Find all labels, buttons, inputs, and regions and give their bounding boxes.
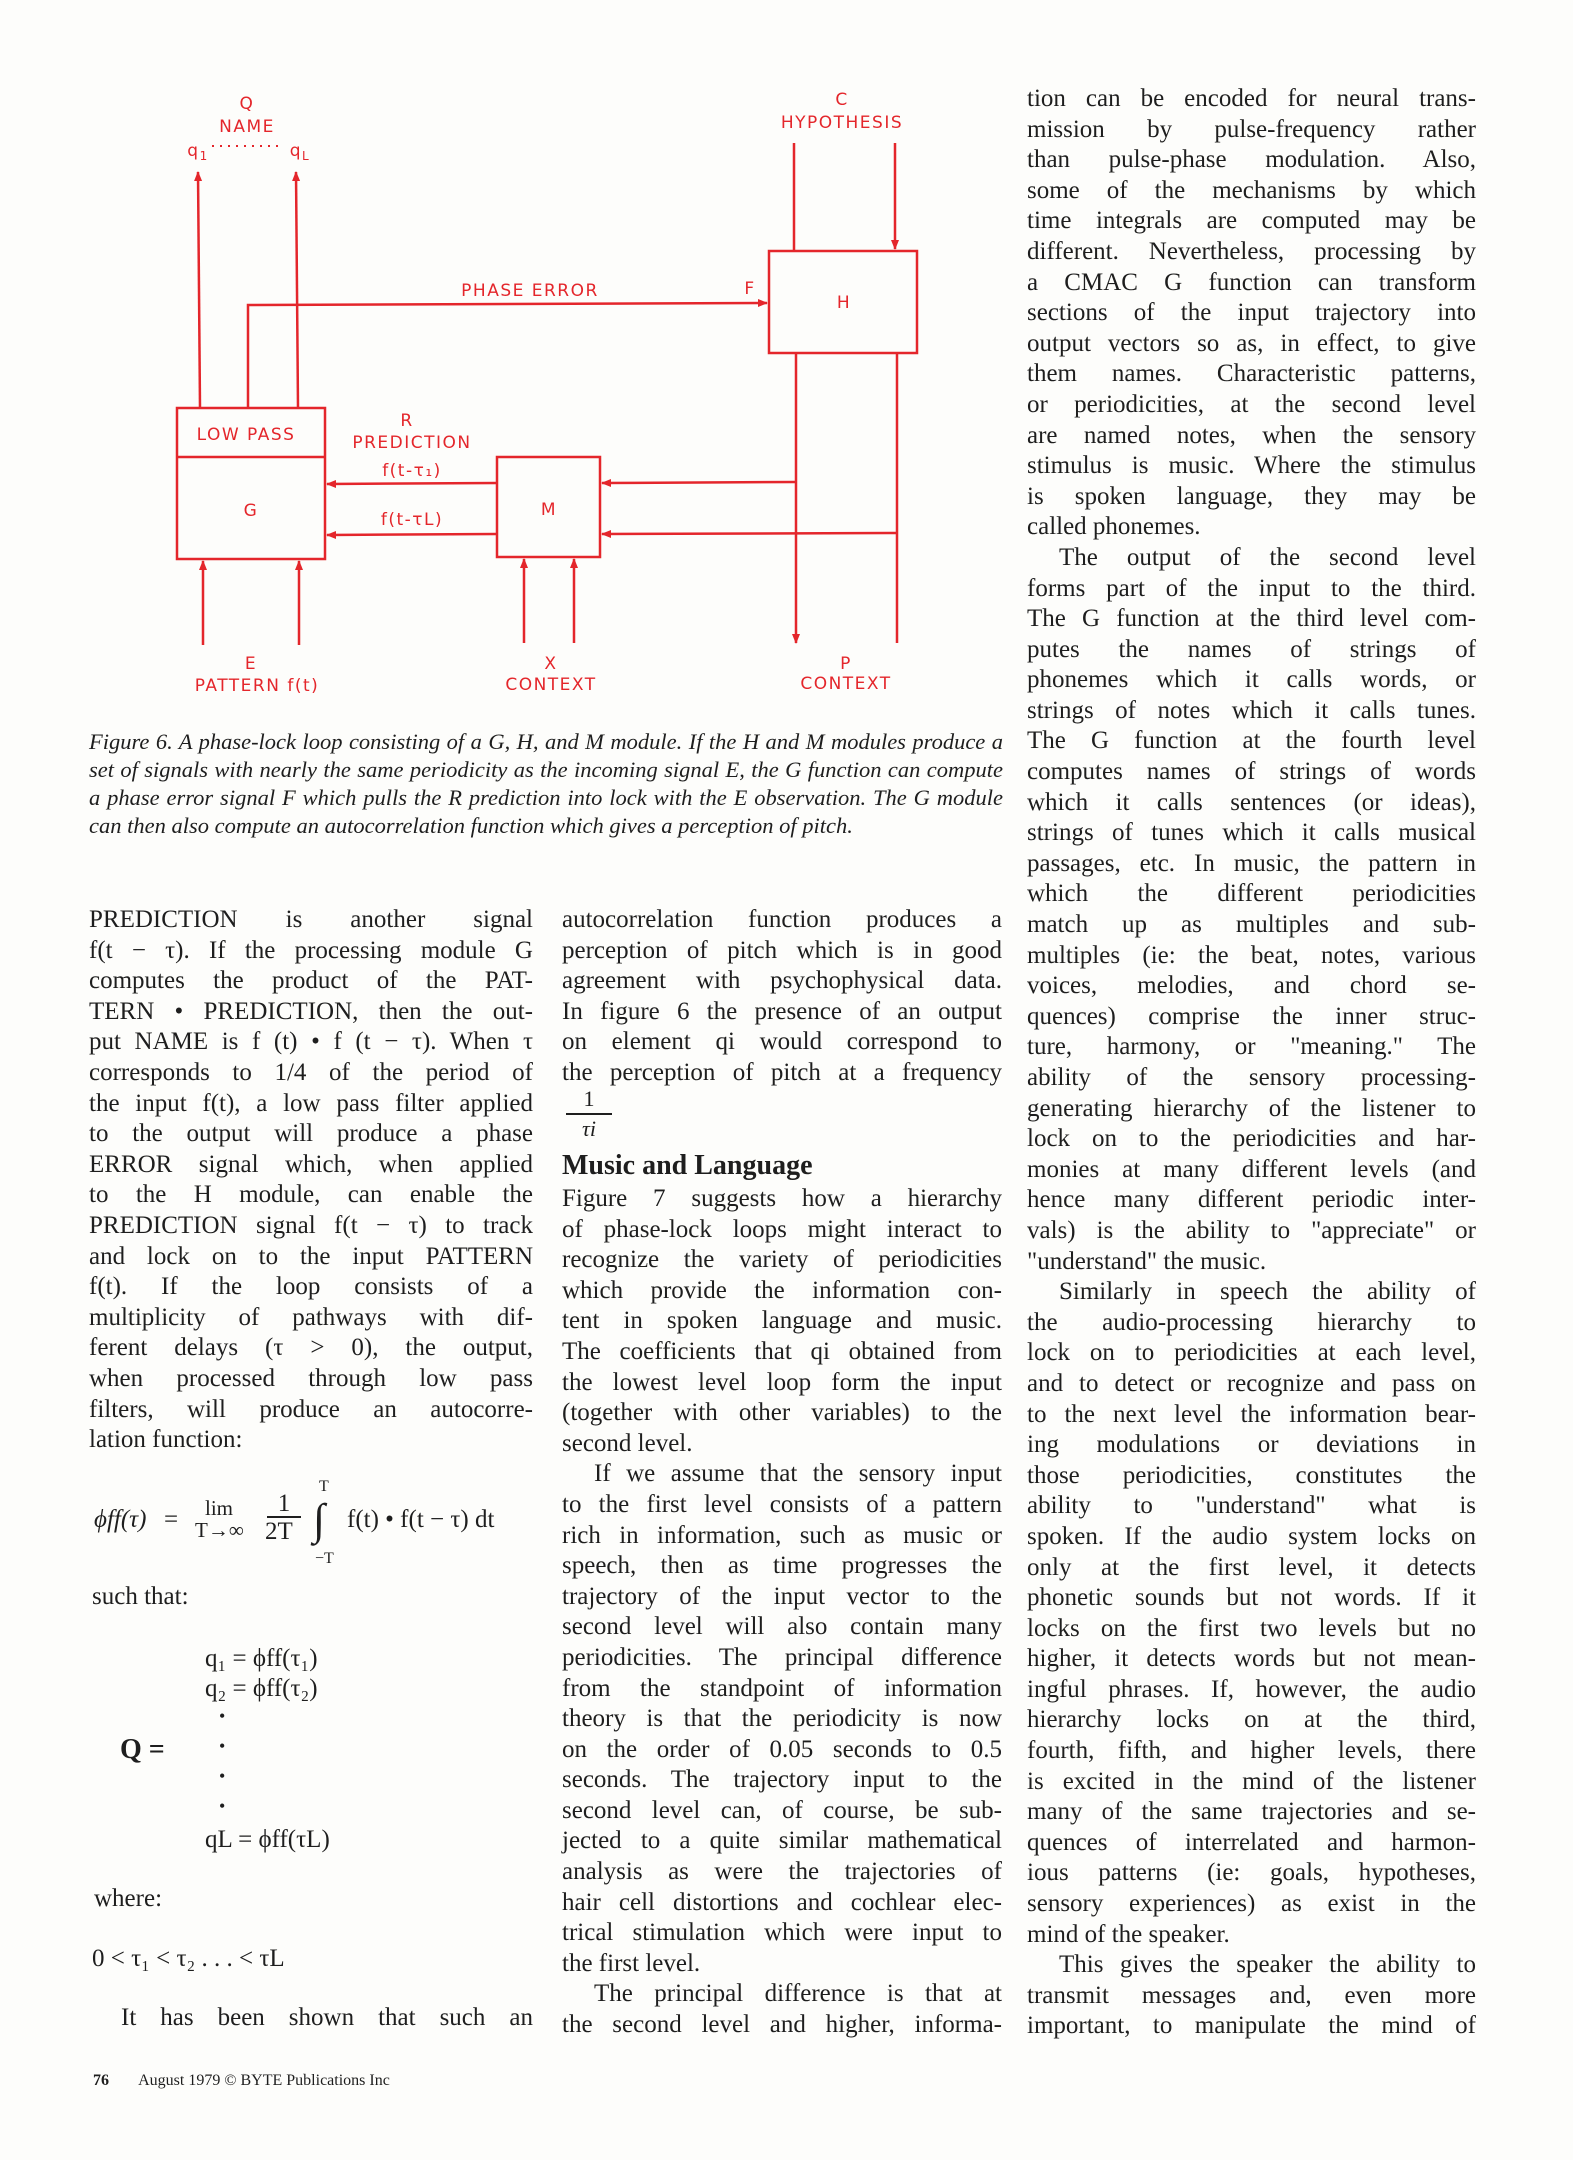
text-line: PREDICTION is another signal [89,906,533,933]
section-heading: Music and Language [562,1150,813,1181]
text-line: f(t − τ). If the processing module G [89,936,533,964]
column-3-text [1027,84,1476,2042]
text-line: spoken. If the audio system locks on [1027,1522,1476,1550]
text-line: lock on to the periodicities and har- [1027,1125,1476,1153]
label-prediction: PREDICTION [352,433,472,453]
text-line: only at the first level, it detects [1027,1553,1476,1581]
q1-output-arrow [198,172,200,408]
text-line: the lowest level loop form the input [562,1368,1002,1396]
tau-inequality: 0 < τ₁ < τ₂ . . . < τL [92,1945,285,1972]
text-line: are named notes, when the sensory [1027,421,1476,449]
ellipsis-dot: • [219,1706,226,1726]
text-line: the perception of pitch at a frequency [562,1058,1002,1086]
eq-frac-num: 1 [267,1492,301,1518]
text-line: In figure 6 the presence of an output [562,997,1002,1025]
figure-caption: Figure 6. A phase-lock loop consisting of a G, H, and M module. If the H and M modules produce a set of signals with nearly the same periodicity as the incoming signal E, the G function can compute a phase error signal F which pulls the R prediction into lock with the E observation. The G module can then also compute an autocorrelation function which gives a perception of pitch. [89,729,1003,838]
text-line: to the first level consists of a pattern [562,1490,1002,1518]
text-line: ious patterns (ie: goals, hypotheses, [1027,1859,1476,1887]
text-line: phonetic sounds but not words. If it [1027,1584,1476,1612]
text-line: time integrals are computed may be [1027,207,1476,235]
label-g: G [243,501,259,521]
text-line: lock on to periodicities at each level, [1027,1339,1476,1367]
eq-integral: ∫ [313,1495,326,1544]
text-line: voices, melodies, and chord se- [1027,972,1476,1000]
text-line: multiplicity of pathways with dif- [89,1303,533,1331]
text-line: some of the mechanisms by which [1027,176,1476,204]
text-line: strings of tunes which it calls musical [1027,819,1476,847]
text-line: monies at many different levels (and [1027,1155,1476,1183]
text-line: autocorrelation function produces a [562,906,1002,933]
text-line: (together with other variables) to the [562,1399,1002,1427]
label-q: Q [239,94,255,114]
text-line: on the order of 0.05 seconds to 0.5 [562,1735,1002,1763]
text-line: stimulus is music. Where the stimulus [1027,452,1476,480]
label-p: P [840,654,852,674]
text-line: put NAME is f (t) • f (t − τ). When τ [89,1028,533,1056]
text-line: The coefficients that qi obtained from [562,1337,1002,1365]
column-2-text [562,1184,1002,2041]
text-line: analysis as were the trajectories of [562,1858,1002,1886]
text-line: quences) comprise the inner struc- [1027,1002,1476,1030]
text-line: multiples (ie: the beat, notes, various [1027,941,1476,969]
column-1-text [89,905,533,1456]
label-f: F [744,279,756,299]
text-line: ingful phrases. If, however, the audio [1027,1675,1476,1703]
text-line: different. Nevertheless, processing by [1027,237,1476,265]
column-2-intro [562,905,1002,1089]
text-line: sections of the input trajectory into [1027,299,1476,327]
text-line: and lock on to the input PATTERN [89,1242,533,1270]
text-line: "understand" the music. [1027,1247,1267,1275]
text-line: the input f(t), a low pass filter applied [89,1089,533,1117]
page-number: 76 [93,2072,109,2089]
text-line: The G function at the fourth level [1027,727,1476,755]
text-line: is spoken language, they may be [1027,482,1476,510]
text-line: theory is that the periodicity is now [562,1705,1002,1733]
q-vector-label: Q = [120,1734,165,1765]
fraction-denominator: τi [582,1116,596,1141]
text-line: f(t). If the loop consists of a [89,1273,533,1301]
q2-equation: q₂ = ϕff(τ₂) [205,1675,318,1702]
text-line: fourth, fifth, and higher levels, there [1027,1737,1476,1765]
qL-equation: qL = ϕff(τL) [205,1826,330,1853]
text-line: rich in information, such as music or [562,1521,1002,1549]
text-line: trical stimulation which were input to [562,1919,1002,1947]
text-line: to the output will produce a phase [89,1120,533,1148]
prediction-arrow-2 [327,534,497,535]
text-line: ability to "understand" what is [1027,1492,1476,1520]
text-line: important, to manipulate the mind of [1027,2012,1476,2040]
text-line: called phonemes. [1027,513,1201,541]
text-line: tent in spoken language and music. [562,1307,1002,1335]
eq-lim-sub: T→∞ [195,1518,244,1542]
text-line: speech, then as time progresses the [562,1552,1002,1580]
column-1-last-line [89,2003,533,2034]
text-line: passages, etc. In music, the pattern in [1027,849,1476,877]
text-line: hierarchy locks on at the third, [1027,1706,1476,1734]
label-low-pass: LOW PASS [196,425,296,445]
text-line: jected to a quite similar mathematical [562,1827,1002,1855]
text-line: ture, harmony, or "meaning." The [1027,1033,1476,1061]
text-line: The principal difference is that at [594,1980,1002,2008]
h-to-m-arrow-1 [602,482,796,483]
text-line: from the standpoint of information [562,1674,1002,1702]
text-line: hair cell distortions and cochlear elec- [562,1888,1002,1916]
text-line: the second level and higher, informa- [562,2011,1002,2039]
label-q1: $q_1$ [187,141,209,163]
eq-upper: T [319,1478,329,1495]
text-line: transmit messages and, even more [1027,1981,1476,2009]
text-line: ing modulations or deviations in [1027,1431,1476,1459]
text-line: periodicities. The principal difference [562,1643,1002,1671]
text-line: second level. [562,1429,693,1457]
text-line: corresponds to 1/4 of the period of [89,1058,533,1086]
label-f-tau-L: f(t-τL) [380,510,444,530]
text-line: them names. Characteristic patterns, [1027,360,1476,388]
text-line: quences of interrelated and harmon- [1027,1828,1476,1856]
fraction-numerator: 1 [566,1085,612,1115]
text-line: those periodicities, constitutes the [1027,1461,1476,1489]
text-line: to the next level the information bear- [1027,1400,1476,1428]
text-line: second level can, of course, be sub- [562,1796,1002,1824]
eq-lower: −T [315,1550,334,1567]
ellipsis-dot: • [219,1736,226,1756]
text-line: vals) is the ability to "appreciate" or [1027,1216,1476,1244]
text-line: filters, will produce an autocorre- [89,1395,533,1423]
autocorrelation-equation [89,1478,539,1568]
text-line: than pulse-phase modulation. Also, [1027,146,1476,174]
text-line: TERN • PREDICTION, then the out- [89,997,533,1025]
text-line: Similarly in speech the ability of [1059,1278,1476,1306]
phase-error-arrow [248,303,767,408]
text-line: The output of the second level [1059,543,1476,571]
text-line: PREDICTION signal f(t − τ) to track [89,1211,533,1239]
label-e: E [244,654,258,674]
text-line: which provide the information con- [562,1276,1002,1304]
text-line: The G function at the third level com- [1027,605,1476,633]
label-r: R [400,411,414,431]
text-line: strings of notes which it calls tunes. [1027,696,1476,724]
label-qL: $q_L$ [289,141,311,163]
footer-text: August 1979 © BYTE Publications Inc [138,2072,390,2089]
text-line: phonemes which it calls words, or [1027,666,1476,694]
label-c: C [835,90,849,110]
text-line: on element qi would correspond to [562,1028,1002,1056]
eq-lhs: ϕff(τ) [94,1506,147,1533]
text-line: to the H module, can enable the [89,1181,533,1209]
text-line: trajectory of the input vector to the [562,1582,1002,1610]
page-footer [93,2072,390,2090]
text-line: It has been shown that such an [121,2004,533,2031]
label-phase-error: PHASE ERROR [461,281,599,301]
eq-frac-den: 2T [265,1518,293,1545]
text-line: If we assume that the sensory input [594,1460,1002,1488]
text-line: computes names of strings of words [1027,758,1476,786]
label-h: H [836,293,852,313]
text-line: perception of pitch which is in good [562,936,1002,964]
text-line: when processed through low pass [89,1364,533,1392]
qL-output-arrow [296,172,298,408]
text-line: computes the product of the PAT- [89,967,533,995]
text-line: tion can be encoded for neural trans- [1027,85,1476,112]
text-line: locks on the first two levels but no [1027,1614,1476,1642]
text-line: or periodicities, at the second level [1027,390,1476,418]
h-to-m-arrow-2 [602,533,897,534]
eq-integrand: f(t) • f(t − τ) dt [347,1506,495,1533]
label-m: M [540,500,558,520]
text-line: match up as multiples and sub- [1027,911,1476,939]
prediction-arrow-1 [327,483,497,484]
label-x: X [544,654,558,674]
text-line: of phase-lock loops might interact to [562,1215,1002,1243]
text-line: lation function: [89,1426,243,1454]
q1-equation: q₁ = ϕff(τ₁) [205,1645,318,1672]
text-line: is excited in the mind of the listener [1027,1767,1476,1795]
text-line: many of the same trajectories and se- [1027,1798,1476,1826]
text-line: second level will also contain many [562,1613,1002,1641]
pitch-frequency-fraction [566,1085,612,1143]
label-name: NAME [219,117,275,137]
label-context-x: CONTEXT [505,675,597,695]
where-label: where: [94,1885,163,1912]
text-line: mind of the speaker. [1027,1920,1230,1948]
such-that: such that: [92,1583,189,1610]
text-line: hence many different periodic inter- [1027,1186,1476,1214]
eq-lim: lim [205,1496,234,1520]
eq-equals: = [164,1506,179,1533]
text-line: putes the names of strings of [1027,635,1476,663]
label-context-p: CONTEXT [800,674,892,694]
text-line: and to detect or recognize and pass on [1027,1369,1476,1397]
text-line: output vectors so as, in effect, to give [1027,329,1476,357]
label-f-tau-1: f(t-τ₁) [382,461,442,481]
text-line: seconds. The trajectory input to the [562,1766,1002,1794]
text-line: which the different periodicities [1027,880,1476,908]
text-line: the audio-processing hierarchy to [1027,1308,1476,1336]
text-line: mission by pulse-frequency rather [1027,115,1476,143]
text-line: a CMAC G function can transform [1027,268,1476,296]
text-line: ability of the sensory processing- [1027,1064,1476,1091]
text-line: ERROR signal which, when applied [89,1150,533,1178]
text-line: the first level. [562,1949,701,1977]
text-line: Figure 7 suggests how a hierarchy [562,1185,1002,1212]
label-hypothesis: HYPOTHESIS [780,113,904,133]
text-line: This gives the speaker the ability to [1059,1951,1476,1979]
text-line: forms part of the input to the third. [1027,574,1476,602]
text-line: which it calls sentences (or ideas), [1027,788,1476,816]
text-line: recognize the variety of periodicities [562,1246,1002,1274]
text-line: ferent delays (τ > 0), the output, [89,1334,533,1362]
text-line: agreement with psychophysical data. [562,967,1002,995]
ellipsis-dot: • [219,1796,226,1816]
text-line: sensory experiences) as exist in the [1027,1890,1476,1918]
text-line: generating hierarchy of the listener to [1027,1094,1476,1122]
ellipsis-dot: • [219,1766,226,1786]
text-line: higher, it detects words but not mean- [1027,1645,1476,1673]
label-pattern: PATTERN f(t) [194,676,320,696]
